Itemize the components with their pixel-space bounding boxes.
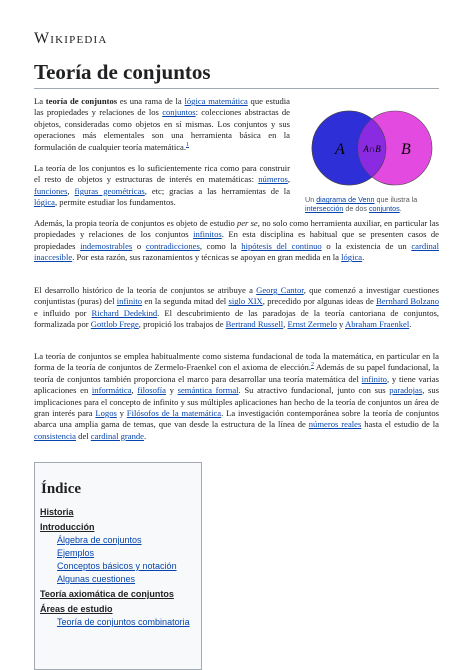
link-logica-matematica[interactable]: lógica matemática: [184, 96, 248, 106]
link-siglo-xix[interactable]: siglo XIX: [228, 296, 263, 307]
wikipedia-wordmark[interactable]: Wikipedia: [34, 30, 108, 47]
link-informatica[interactable]: informática: [91, 385, 132, 396]
link-contradicciones[interactable]: contradicciones: [145, 240, 200, 251]
reference-2[interactable]: 2: [310, 362, 314, 369]
link-figuras-geometricas[interactable]: figuras geométricas: [74, 185, 145, 196]
link-funciones[interactable]: funciones: [34, 185, 68, 196]
venn-diagram[interactable]: [305, 106, 440, 191]
link-numeros[interactable]: números: [258, 174, 288, 185]
link-richard-dedekind[interactable]: Richard Dedekind: [91, 307, 158, 318]
intro-paragraph-1: La teoría de conjuntos es una rama de la lógica matemática que estudia las propiedades y relaciones de los conjuntos: colecciones abstractas de objetos, consideradas como objetos en sí mismas. Los conjuntos y sus operaciones más elementales son una herramienta básica en la formulación de cualquier teoría matemática.$^1$: [34, 96, 290, 152]
body-paragraph-3: Además, la propia teoría de conjuntos es objeto de estudio per se, no solo como herramienta auxiliar, en particular las propiedades y relaciones de los conjuntos infinitos. En esta disciplina es habitual que se presenten casos de propiedades indemostrables o contradicciones, como la hipótesis del continuo o la existencia de un cardinal inaccesible. Por esta razón, sus razonamientos y técnicas se apoyan en gran medida en la lógica.: [34, 218, 440, 263]
body-paragraph-5: La teoría de conjuntos se emplea habitualmente como sistema fundacional de toda la matemática, en particular en la forma de la teoría de conjuntos de Zermelo-Fraenkel con el axioma de elección.$^2$ Además de su papel fundacional, la teoría de conjuntos también proporciona el marco para desarrollar una teoría matemática del infinito, y tiene varias aplicaciones en informática, filosofía y semántica formal. Su atractivo fundacional, junto con sus paradojas, sus implicaciones para el concepto de infinito y sus múltiples aplicaciones han hecho de la teoría de conjuntos un área de gran interés para Logos y Filósofos de la matemática. La investigación contemporánea sobre la teoría de conjuntos abarca una amplia gama de temas, que van desde la estructura de la línea de números reales hasta el estudio de la consistencia del cardinal grande.: [34, 351, 440, 441]
link-filosofia[interactable]: filosofía: [137, 385, 166, 396]
link-semantica-formal[interactable]: semántica formal: [177, 385, 239, 396]
link-logos[interactable]: Logos: [95, 408, 117, 419]
link-cardinal-inaccesible[interactable]: cardinal inaccesible: [34, 240, 440, 263]
toc-item-algebra-de-conjuntos[interactable]: Álgebra de conjuntos: [57, 535, 142, 545]
link-numeros-reales[interactable]: números reales: [308, 419, 362, 430]
table-of-contents: [34, 462, 202, 670]
body-paragraph-4: El desarrollo histórico de la teoría de conjuntos se atribuye a Georg Cantor, que comenzó a investigar cuestiones conjuntistas (puras) del infinito en la segunda mitad del siglo XIX, precedido por algunas ideas de Bernhard Bolzano e influido por Richard Dedekind. El descubrimiento de las paradojas de la teoría cantoriana de conjuntos, formalizada por Gottlob Frege, propició los trabajos de Bertrand Russell, Ernst Zermelo y Abraham Fraenkel.: [34, 285, 440, 330]
toc-item-areas-de-estudio[interactable]: Áreas de estudio: [40, 604, 113, 614]
toc-item-historia[interactable]: Historia: [40, 507, 74, 517]
link-interseccion[interactable]: intersección: [305, 204, 344, 214]
link-logica[interactable]: lógica: [34, 197, 55, 208]
toc-item-conceptos-basicos[interactable]: Conceptos básicos y notación: [57, 561, 177, 571]
link-consistencia[interactable]: consistencia: [34, 430, 76, 441]
link-infinito-2[interactable]: infinito: [361, 373, 387, 384]
toc-item-ejemplos[interactable]: Ejemplos: [57, 548, 95, 558]
link-filosofos-de-la-matematica[interactable]: Filósofos de la matemática: [126, 408, 222, 419]
figure-caption: Un diagrama de Venn que ilustra la intersección de dos conjuntos.: [305, 195, 418, 214]
toc-item-algunas-cuestiones[interactable]: Algunas cuestiones: [57, 574, 136, 584]
toc-title: Índice: [41, 481, 82, 497]
link-diagrama-de-venn[interactable]: diagrama de Venn: [316, 195, 375, 204]
toc-item-teoria-axiomatica[interactable]: Teoría axiomática de conjuntos: [40, 589, 174, 599]
page-title: Teoría de conjuntos: [34, 60, 211, 84]
link-logica-2[interactable]: lógica: [341, 252, 363, 263]
link-infinito[interactable]: infinito: [116, 296, 143, 307]
toc-item-introduccion[interactable]: Introducción: [40, 522, 95, 532]
link-indemostrables[interactable]: indemostrables: [80, 240, 133, 251]
set-a-label: A: [335, 141, 345, 158]
link-bernhard-bolzano[interactable]: Bernhard Bolzano: [376, 296, 439, 307]
link-cardinal-grande[interactable]: cardinal grande: [90, 430, 145, 441]
link-conjuntos[interactable]: conjuntos: [162, 107, 196, 118]
link-gottlob-frege[interactable]: Gottlob Frege: [90, 319, 139, 330]
intersection-label: A∩B: [363, 144, 381, 154]
link-bertrand-russell[interactable]: Bertrand Russell: [225, 319, 284, 330]
link-abraham-fraenkel[interactable]: Abraham Fraenkel: [345, 319, 410, 330]
intro-paragraph-2: La teoría de los conjuntos es lo suficientemente rica como para construir el resto de objetos y estructuras de interés en matemáticas: números, funciones, figuras geométricas, etc; gracias a las herramientas de la lógica, permite estudiar los fundamentos.: [34, 163, 291, 208]
title-divider: [34, 88, 439, 89]
link-ernst-zermelo[interactable]: Ernst Zermelo: [287, 319, 337, 330]
link-paradojas[interactable]: paradojas: [389, 385, 423, 396]
link-georg-cantor[interactable]: Georg Cantor: [256, 285, 304, 295]
set-b-label: B: [401, 141, 411, 158]
link-caption-conjuntos[interactable]: conjuntos: [368, 204, 400, 214]
venn-figure: [305, 106, 440, 214]
link-infinitos[interactable]: infinitos: [193, 229, 222, 240]
link-hipotesis-del-continuo[interactable]: hipótesis del continuo: [241, 240, 322, 251]
toc-item-teoria-combinatoria[interactable]: Teoría de conjuntos combinatoria: [57, 617, 190, 627]
reference-1[interactable]: 1: [186, 141, 189, 148]
